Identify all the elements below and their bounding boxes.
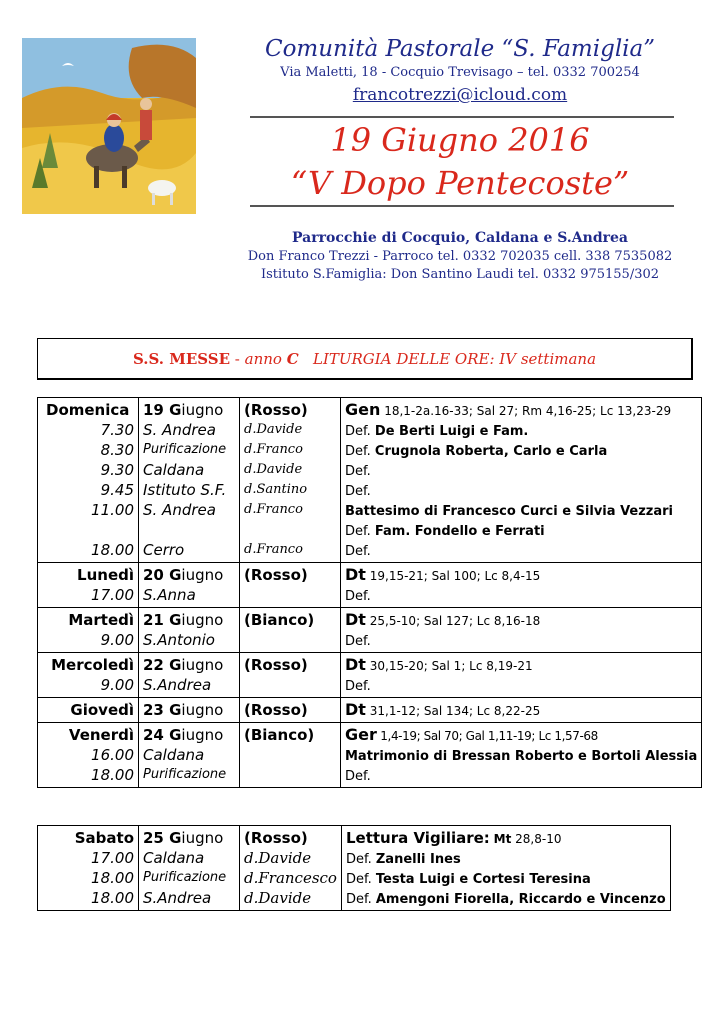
reading-book: Dt — [345, 565, 366, 584]
reading-refs: 30,15-20; Sal 1; Lc 8,19-21 — [365, 659, 533, 673]
date-month-initial: G — [169, 829, 182, 847]
date-month-rest: iugno — [181, 611, 224, 629]
date-cell — [139, 563, 240, 608]
celebrant: d.Davide — [244, 849, 312, 867]
intention-text: De Berti Luigi e Fam. — [374, 424, 529, 439]
schedule-date — [143, 400, 235, 420]
celebrant: d.Franco — [244, 542, 303, 557]
schedule-row — [38, 653, 702, 698]
intention — [345, 675, 697, 695]
liturgical-color-cell — [240, 563, 341, 608]
readings — [345, 700, 697, 720]
mass-time: 18.00 — [91, 889, 134, 907]
reading-refs: 18,1-2a.16-33; Sal 27; Rm 4,16-25; Lc 13,23-29 — [380, 404, 672, 418]
celebrant — [244, 675, 336, 695]
celebrant — [244, 630, 336, 650]
intention-prefix: Def. — [345, 852, 376, 867]
intention-prefix: Def. — [345, 444, 375, 459]
intention — [345, 630, 697, 650]
celebrant — [244, 745, 336, 765]
readings — [345, 725, 697, 745]
mass-time: 9.45 — [100, 481, 134, 499]
celebrant: d.Davide — [244, 462, 303, 477]
day-name: Mercoledì — [51, 656, 134, 674]
date-month-initial: G — [169, 701, 182, 719]
date-cell — [139, 608, 240, 653]
intention-prefix: Def. — [345, 589, 371, 604]
intention — [345, 765, 697, 785]
divider-top — [250, 116, 674, 118]
mass-place: Caldana — [143, 849, 205, 867]
date-month-initial: G — [169, 656, 182, 674]
intention — [345, 460, 697, 480]
liturgical-color: (Rosso) — [244, 829, 308, 847]
mass-place: S.Anna — [143, 586, 196, 604]
mass-time: 16.00 — [91, 746, 134, 764]
day-cell — [38, 398, 139, 563]
reading-refs: 31,1-12; Sal 134; Lc 8,22-25 — [365, 704, 541, 718]
liturgy-hours: LITURGIA DELLE ORE: IV settimana — [312, 350, 597, 368]
schedule-row — [38, 698, 702, 723]
intention — [345, 500, 697, 520]
schedule-row — [38, 563, 702, 608]
liturgical-year: C — [286, 350, 299, 368]
saturday-schedule-table — [37, 825, 671, 911]
mass-place: S.Andrea — [143, 889, 212, 907]
intention-text: Amengoni Fiorella, Riccardo e Vincenzo — [375, 892, 666, 907]
intention-prefix: Def. — [345, 544, 371, 559]
date-month-rest: iugno — [181, 566, 224, 584]
mass-place: Istituto S.F. — [143, 481, 227, 499]
mass-time: 7.30 — [100, 421, 134, 439]
day-cell — [38, 653, 139, 698]
mass-place: S.Antonio — [143, 631, 215, 649]
schedule-date — [143, 565, 235, 585]
intention-text: Matrimonio di Bressan Roberto e Bortoli Alessia — [345, 749, 698, 764]
liturgical-color: (Rosso) — [244, 566, 308, 584]
readings-cell — [341, 608, 702, 653]
celebrant — [244, 585, 336, 605]
mass-place — [143, 520, 235, 540]
readings-cell — [341, 826, 670, 911]
bulletin-date: 19 Giugno 2016 — [330, 121, 590, 159]
reading-book: Dt — [345, 610, 366, 629]
date-number: 24 — [143, 726, 170, 744]
liturgical-color-cell — [240, 723, 341, 788]
date-number: 22 — [143, 656, 170, 674]
intention-prefix: Def. — [345, 634, 371, 649]
date-number: 19 — [143, 401, 170, 419]
header — [232, 34, 688, 106]
celebrant: d.Franco — [244, 502, 303, 517]
date-month-rest: iugno — [181, 829, 224, 847]
schedule-date — [143, 700, 235, 720]
intention-text: Crugnola Roberta, Carlo e Carla — [374, 444, 608, 459]
celebrant: d.Davide — [244, 422, 303, 437]
reading-book: Gen — [345, 400, 381, 419]
mass-place: Caldana — [143, 461, 205, 479]
mass-place: Purificazione — [143, 442, 227, 457]
holy-family-illustration — [22, 38, 196, 214]
celebrant: d.Francesco — [244, 869, 337, 887]
readings — [345, 610, 697, 630]
date-cell — [139, 653, 240, 698]
mass-time: 11.00 — [91, 501, 134, 519]
readings — [345, 655, 697, 675]
mass-place: S. Andrea — [143, 421, 216, 439]
celebrant — [244, 765, 336, 785]
mass-time: 18.00 — [91, 766, 134, 784]
date-number: 25 — [143, 829, 170, 847]
masses-banner — [37, 338, 693, 380]
intention-text: Testa Luigi e Cortesi Teresina — [375, 872, 591, 887]
mass-place: S.Andrea — [143, 676, 212, 694]
schedule-row — [38, 608, 702, 653]
mass-time: 17.00 — [91, 586, 134, 604]
readings-cell — [341, 653, 702, 698]
intention — [345, 745, 697, 765]
date-cell — [139, 723, 240, 788]
liturgical-color: (Rosso) — [244, 701, 308, 719]
date-month-initial: G — [169, 401, 182, 419]
liturgical-color-cell — [240, 608, 341, 653]
date-month-initial: G — [169, 726, 182, 744]
email-link[interactable]: francotrezzi@icloud.com — [352, 85, 568, 105]
liturgical-color-cell — [240, 398, 341, 563]
date-month-initial: G — [169, 566, 182, 584]
mass-place: Caldana — [143, 746, 205, 764]
intention-prefix: Def. — [345, 679, 371, 694]
schedule-row — [38, 398, 702, 563]
date-month-rest: iugno — [181, 401, 224, 419]
parishes-title: Parrocchie di Cocquio, Caldana e S.Andrea — [292, 230, 628, 246]
week-schedule-table — [37, 397, 702, 788]
date-month-rest: iugno — [181, 701, 224, 719]
day-name: Sabato — [74, 829, 134, 847]
date-month-initial: G — [169, 611, 182, 629]
liturgical-color-cell — [240, 698, 341, 723]
mass-time: 17.00 — [91, 849, 134, 867]
intention — [345, 440, 697, 460]
vigil-refs: 28,8-10 — [511, 832, 562, 846]
celebrant — [244, 520, 336, 540]
day-cell — [38, 723, 139, 788]
readings — [345, 400, 697, 420]
mass-time: 9.00 — [100, 631, 134, 649]
community-title: Comunità Pastorale “S. Famiglia” — [264, 36, 656, 62]
mass-place: Purificazione — [143, 870, 227, 885]
liturgical-color: (Rosso) — [244, 401, 308, 419]
day-name: Giovedì — [70, 701, 134, 719]
date-month-rest: iugno — [181, 656, 224, 674]
readings — [345, 565, 697, 585]
date-cell — [139, 698, 240, 723]
reading-refs: 25,5-10; Sal 127; Lc 8,16-18 — [365, 614, 541, 628]
date-number: 21 — [143, 611, 170, 629]
date-cell — [139, 398, 240, 563]
mass-place: S. Andrea — [143, 501, 216, 519]
schedule-date — [143, 655, 235, 675]
liturgical-color: (Bianco) — [244, 726, 315, 744]
mass-time — [42, 520, 134, 540]
day-cell — [38, 608, 139, 653]
readings — [346, 828, 666, 848]
intention-text: Zanelli Ines — [375, 852, 461, 867]
day-cell — [38, 698, 139, 723]
day-name: Venerdì — [68, 726, 134, 744]
schedule-date — [143, 725, 235, 745]
readings-cell — [341, 723, 702, 788]
liturgical-color-cell — [240, 826, 342, 911]
intention-prefix: Def. — [345, 872, 376, 887]
intention — [346, 848, 666, 868]
intention — [345, 585, 697, 605]
intention — [345, 480, 697, 500]
liturgy-title: “V Dopo Pentecoste” — [290, 164, 630, 202]
liturgical-color-cell — [240, 653, 341, 698]
intention — [345, 420, 697, 440]
intention-prefix: Def. — [345, 524, 375, 539]
istituto-contact: Istituto S.Famiglia: Don Santino Laudi tel. 0332 975155/302 — [260, 267, 660, 282]
readings-cell — [341, 698, 702, 723]
celebrant: d.Davide — [244, 889, 312, 907]
intention-text: Fam. Fondello e Ferrati — [374, 524, 545, 539]
schedule-date — [143, 610, 235, 630]
reading-book: Dt — [345, 700, 366, 719]
reading-book: Dt — [345, 655, 366, 674]
readings-cell — [341, 563, 702, 608]
parroco-contact: Don Franco Trezzi - Parroco tel. 0332 702035 cell. 338 7535082 — [247, 249, 673, 264]
saturday-row — [38, 826, 671, 911]
intention — [346, 868, 666, 888]
date-number: 23 — [143, 701, 170, 719]
liturgical-color: (Rosso) — [244, 656, 308, 674]
mass-time: 9.00 — [100, 676, 134, 694]
date-number: 20 — [143, 566, 170, 584]
liturgical-color: (Bianco) — [244, 611, 315, 629]
celebrant: d.Franco — [244, 442, 303, 457]
mass-place: Cerro — [143, 541, 185, 559]
day-name: Domenica — [46, 401, 130, 419]
celebrant: d.Santino — [244, 482, 308, 497]
reading-refs: 1,4-19; Sal 70; Gal 1,11-19; Lc 1,57-68 — [376, 729, 598, 743]
reading-book: Ger — [345, 725, 377, 744]
mass-time: 9.30 — [100, 461, 134, 479]
mass-place: Purificazione — [143, 767, 227, 782]
reading-refs: 19,15-21; Sal 100; Lc 8,4-15 — [365, 569, 541, 583]
year-prefix: anno — [244, 350, 287, 368]
vigil-label: Lettura Vigiliare: — [345, 829, 490, 847]
masses-dash: - — [230, 350, 245, 368]
day-cell — [38, 826, 139, 911]
mass-time: 18.00 — [91, 541, 134, 559]
vigil-book: Mt — [493, 832, 512, 846]
intention-prefix: Def. — [345, 464, 371, 479]
community-address: Via Maletti, 18 - Cocquio Trevisago – tel. 0332 700254 — [280, 65, 640, 80]
mass-time: 18.00 — [91, 869, 134, 887]
parishes-block — [232, 229, 688, 284]
day-cell — [38, 563, 139, 608]
intention-prefix: Def. — [345, 769, 371, 784]
date-month-rest: iugno — [181, 726, 224, 744]
schedule-row — [38, 723, 702, 788]
intention-prefix: Def. — [345, 424, 375, 439]
mass-time: 8.30 — [100, 441, 134, 459]
intention-prefix: Def. — [345, 484, 371, 499]
schedule-date — [143, 828, 235, 848]
date-cell — [139, 826, 240, 911]
intention-prefix: Def. — [345, 892, 376, 907]
intention-text: Battesimo di Francesco Curci e Silvia Vezzari — [345, 504, 674, 519]
divider-bottom — [250, 205, 674, 207]
day-name: Martedì — [68, 611, 134, 629]
intention — [346, 888, 666, 908]
readings-cell — [341, 398, 702, 563]
day-name: Lunedì — [77, 566, 134, 584]
intention — [345, 540, 697, 560]
masses-label: S.S. MESSE — [132, 350, 231, 368]
intention — [345, 520, 697, 540]
